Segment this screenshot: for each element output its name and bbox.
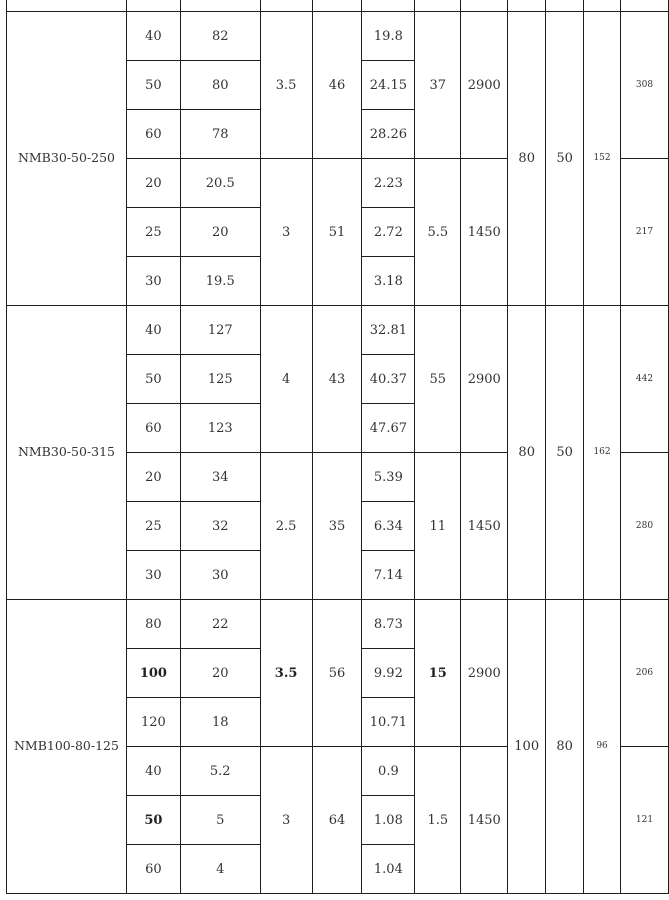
speed-cell: 1450	[461, 453, 508, 600]
speed-cell: 1450	[461, 159, 508, 306]
shaft-power-cell: 1.08	[362, 796, 415, 845]
table-row	[7, 12, 669, 61]
header-stub-cell	[7, 0, 127, 12]
head-cell: 22	[180, 600, 260, 649]
table-row	[7, 600, 669, 649]
shaft-power-cell: 24.15	[362, 61, 415, 110]
flow-cell: 25	[126, 208, 180, 257]
outlet-diameter-cell: 50	[546, 12, 584, 306]
shaft-power-cell: 2.23	[362, 159, 415, 208]
head-cell: 32	[180, 502, 260, 551]
shaft-power-cell: 0.9	[362, 747, 415, 796]
shaft-power-cell: 40.37	[362, 355, 415, 404]
shaft-power-cell: 5.39	[362, 453, 415, 502]
flow-cell: 30	[126, 551, 180, 600]
outlet-diameter-cell: 80	[546, 600, 584, 894]
flow-cell: 40	[126, 747, 180, 796]
efficiency-cell: 64	[312, 747, 362, 894]
model-cell: NMB100-80-125	[7, 600, 127, 894]
head-cell: 20	[180, 649, 260, 698]
header-stub-cell	[415, 0, 461, 12]
motor-power-cell: 55	[415, 306, 461, 453]
head-cell: 18	[180, 698, 260, 747]
flow-cell: 50	[126, 61, 180, 110]
shaft-power-cell: 3.18	[362, 257, 415, 306]
flow-cell: 20	[126, 159, 180, 208]
inlet-diameter-cell: 80	[508, 306, 546, 600]
head-cell: 19.5	[180, 257, 260, 306]
weight-cell: 206	[621, 600, 669, 747]
pump-spec-table	[6, 0, 669, 894]
flow-cell: 60	[126, 404, 180, 453]
weight-cell: 308	[621, 12, 669, 159]
efficiency-cell: 56	[312, 600, 362, 747]
weight-cell: 217	[621, 159, 669, 306]
npshr-cell: 3.5	[260, 12, 312, 159]
header-stub-cell	[180, 0, 260, 12]
header-stub-cell	[508, 0, 546, 12]
npshr-cell: 4	[260, 306, 312, 453]
motor-power-cell: 11	[415, 453, 461, 600]
header-stub-cell	[126, 0, 180, 12]
model-cell: NMB30-50-250	[7, 12, 127, 306]
header-stub-cell	[260, 0, 312, 12]
weight-cell: 442	[621, 306, 669, 453]
flow-cell: 60	[126, 110, 180, 159]
header-stub-cell	[621, 0, 669, 12]
dimension-k-cell: 152	[584, 12, 621, 306]
motor-power-cell: 1.5	[415, 747, 461, 894]
model-cell: NMB30-50-315	[7, 306, 127, 600]
npshr-cell: 3	[260, 159, 312, 306]
shaft-power-cell: 6.34	[362, 502, 415, 551]
flow-cell: 40	[126, 12, 180, 61]
head-cell: 125	[180, 355, 260, 404]
shaft-power-cell: 19.8	[362, 12, 415, 61]
header-stub-cell	[461, 0, 508, 12]
weight-cell: 121	[621, 747, 669, 894]
header-stub-cell	[546, 0, 584, 12]
shaft-power-cell: 10.71	[362, 698, 415, 747]
head-cell: 82	[180, 12, 260, 61]
flow-cell: 20	[126, 453, 180, 502]
npshr-cell: 3	[260, 747, 312, 894]
shaft-power-cell: 9.92	[362, 649, 415, 698]
motor-power-cell: 5.5	[415, 159, 461, 306]
head-cell: 123	[180, 404, 260, 453]
header-stub-cell	[312, 0, 362, 12]
shaft-power-cell: 2.72	[362, 208, 415, 257]
flow-cell: 60	[126, 845, 180, 894]
head-cell: 78	[180, 110, 260, 159]
dimension-k-cell: 162	[584, 306, 621, 600]
efficiency-cell: 35	[312, 453, 362, 600]
npshr-cell: 2.5	[260, 453, 312, 600]
header-stub-cell	[362, 0, 415, 12]
flow-cell: 40	[126, 306, 180, 355]
flow-cell: 100	[126, 649, 180, 698]
flow-cell: 50	[126, 796, 180, 845]
speed-cell: 2900	[461, 306, 508, 453]
head-cell: 80	[180, 61, 260, 110]
head-cell: 4	[180, 845, 260, 894]
shaft-power-cell: 1.04	[362, 845, 415, 894]
head-cell: 20.5	[180, 159, 260, 208]
outlet-diameter-cell: 50	[546, 306, 584, 600]
head-cell: 5	[180, 796, 260, 845]
head-cell: 20	[180, 208, 260, 257]
head-cell: 5.2	[180, 747, 260, 796]
npshr-cell: 3.5	[260, 600, 312, 747]
efficiency-cell: 51	[312, 159, 362, 306]
flow-cell: 120	[126, 698, 180, 747]
efficiency-cell: 46	[312, 12, 362, 159]
motor-power-cell: 15	[415, 600, 461, 747]
header-stub-cell	[584, 0, 621, 12]
speed-cell: 2900	[461, 600, 508, 747]
flow-cell: 50	[126, 355, 180, 404]
weight-cell: 280	[621, 453, 669, 600]
head-cell: 127	[180, 306, 260, 355]
inlet-diameter-cell: 80	[508, 12, 546, 306]
speed-cell: 1450	[461, 747, 508, 894]
header-stub-row	[7, 0, 669, 12]
dimension-k-cell: 96	[584, 600, 621, 894]
flow-cell: 80	[126, 600, 180, 649]
speed-cell: 2900	[461, 12, 508, 159]
shaft-power-cell: 7.14	[362, 551, 415, 600]
inlet-diameter-cell: 100	[508, 600, 546, 894]
head-cell: 30	[180, 551, 260, 600]
efficiency-cell: 43	[312, 306, 362, 453]
flow-cell: 30	[126, 257, 180, 306]
motor-power-cell: 37	[415, 12, 461, 159]
flow-cell: 25	[126, 502, 180, 551]
shaft-power-cell: 47.67	[362, 404, 415, 453]
shaft-power-cell: 8.73	[362, 600, 415, 649]
shaft-power-cell: 32.81	[362, 306, 415, 355]
table-row	[7, 306, 669, 355]
shaft-power-cell: 28.26	[362, 110, 415, 159]
head-cell: 34	[180, 453, 260, 502]
